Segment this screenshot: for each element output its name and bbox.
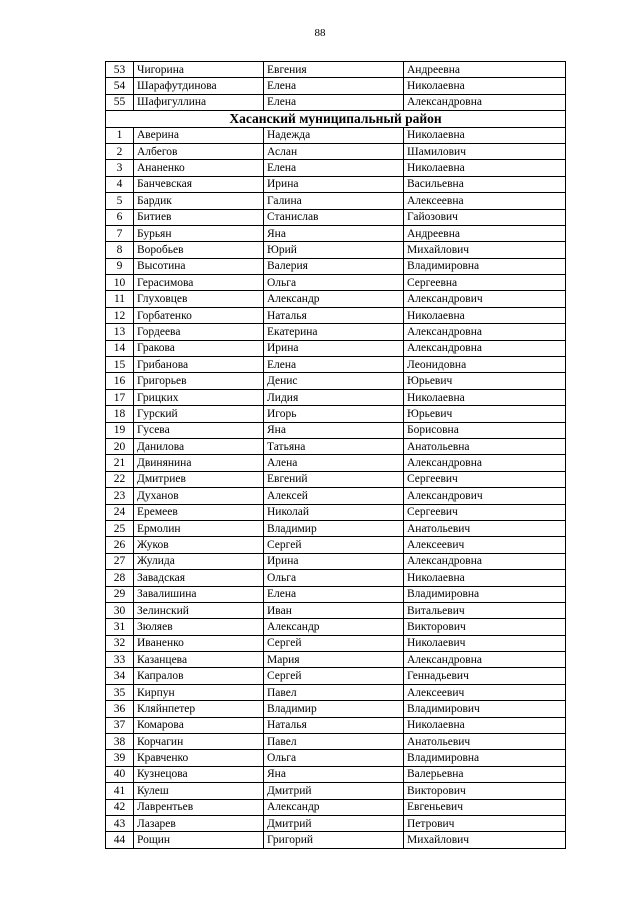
table-row [106, 553, 566, 569]
table-row [106, 242, 566, 258]
table-row [106, 373, 566, 389]
first-name: Ольга [264, 275, 404, 291]
table-row [106, 668, 566, 684]
last-name: Чигорина [134, 62, 264, 78]
last-name: Зелинский [134, 602, 264, 618]
first-name: Иван [264, 602, 404, 618]
row-number: 12 [106, 307, 134, 323]
patronymic: Александрович [404, 488, 566, 504]
first-name: Павел [264, 734, 404, 750]
first-name: Александр [264, 291, 404, 307]
row-number: 38 [106, 734, 134, 750]
row-number: 20 [106, 438, 134, 454]
first-name: Александр [264, 619, 404, 635]
patronymic: Михайлович [404, 242, 566, 258]
table-row [106, 78, 566, 94]
row-number: 42 [106, 799, 134, 815]
patronymic: Шамилович [404, 143, 566, 159]
first-name: Татьяна [264, 438, 404, 454]
table-row [106, 717, 566, 733]
last-name: Лаврентьев [134, 799, 264, 815]
last-name: Комарова [134, 717, 264, 733]
first-name: Надежда [264, 127, 404, 143]
row-number: 23 [106, 488, 134, 504]
row-number: 4 [106, 176, 134, 192]
last-name: Битиев [134, 209, 264, 225]
last-name: Капралов [134, 668, 264, 684]
patronymic: Александровна [404, 324, 566, 340]
row-number: 44 [106, 832, 134, 848]
row-number: 40 [106, 766, 134, 782]
first-name: Владимир [264, 701, 404, 717]
row-number: 31 [106, 619, 134, 635]
last-name: Горбатенко [134, 307, 264, 323]
last-name: Грицких [134, 389, 264, 405]
row-number: 37 [106, 717, 134, 733]
table-row [106, 340, 566, 356]
first-name: Александр [264, 799, 404, 815]
last-name: Кравченко [134, 750, 264, 766]
table-row [106, 537, 566, 553]
patronymic: Алексеевич [404, 684, 566, 700]
patronymic: Анатольевна [404, 438, 566, 454]
last-name: Лазарев [134, 815, 264, 831]
patronymic: Николаевна [404, 78, 566, 94]
table-row [106, 143, 566, 159]
table-row [106, 520, 566, 536]
last-name: Грибанова [134, 357, 264, 373]
first-name: Григорий [264, 832, 404, 848]
last-name: Глуховцев [134, 291, 264, 307]
table-row [106, 406, 566, 422]
row-number: 41 [106, 783, 134, 799]
first-name: Ольга [264, 750, 404, 766]
patronymic: Гайозович [404, 209, 566, 225]
first-name: Ирина [264, 340, 404, 356]
row-number: 32 [106, 635, 134, 651]
row-number: 2 [106, 143, 134, 159]
patronymic: Александровна [404, 94, 566, 110]
first-name: Яна [264, 766, 404, 782]
last-name: Албегов [134, 143, 264, 159]
last-name: Дмитриев [134, 471, 264, 487]
roster-table [105, 61, 566, 849]
table-row [106, 307, 566, 323]
row-number: 28 [106, 570, 134, 586]
table-row [106, 438, 566, 454]
section-title: Хасанский муниципальный район [106, 111, 566, 127]
first-name: Валерия [264, 258, 404, 274]
patronymic: Николаевна [404, 160, 566, 176]
patronymic: Алексеевич [404, 537, 566, 553]
row-number: 17 [106, 389, 134, 405]
first-name: Наталья [264, 307, 404, 323]
row-number: 24 [106, 504, 134, 520]
patronymic: Сергеевна [404, 275, 566, 291]
table-row [106, 602, 566, 618]
last-name: Бурьян [134, 225, 264, 241]
first-name: Елена [264, 586, 404, 602]
row-number: 6 [106, 209, 134, 225]
first-name: Ирина [264, 553, 404, 569]
row-number: 15 [106, 357, 134, 373]
first-name: Яна [264, 225, 404, 241]
first-name: Сергей [264, 668, 404, 684]
first-name: Юрий [264, 242, 404, 258]
patronymic: Сергеевич [404, 471, 566, 487]
table-row [106, 619, 566, 635]
page-number: 88 [314, 27, 326, 39]
patronymic: Викторович [404, 619, 566, 635]
roster-body [106, 62, 566, 849]
patronymic: Юрьевич [404, 373, 566, 389]
row-number: 8 [106, 242, 134, 258]
table-row [106, 127, 566, 143]
table-row [106, 652, 566, 668]
patronymic: Викторович [404, 783, 566, 799]
first-name: Владимир [264, 520, 404, 536]
first-name: Яна [264, 422, 404, 438]
first-name: Дмитрий [264, 783, 404, 799]
first-name: Наталья [264, 717, 404, 733]
patronymic: Александровна [404, 553, 566, 569]
first-name: Елена [264, 357, 404, 373]
table-row [106, 225, 566, 241]
patronymic: Андреевна [404, 62, 566, 78]
patronymic: Борисовна [404, 422, 566, 438]
patronymic: Николаевна [404, 307, 566, 323]
table-row [106, 701, 566, 717]
last-name: Ананенко [134, 160, 264, 176]
row-number: 16 [106, 373, 134, 389]
patronymic: Витальевич [404, 602, 566, 618]
last-name: Аверина [134, 127, 264, 143]
table-row [106, 766, 566, 782]
table-row [106, 422, 566, 438]
first-name: Елена [264, 160, 404, 176]
patronymic: Евгеньевич [404, 799, 566, 815]
table-row [106, 750, 566, 766]
table-row [106, 799, 566, 815]
first-name: Сергей [264, 635, 404, 651]
patronymic: Александровна [404, 340, 566, 356]
table-row [106, 258, 566, 274]
first-name: Лидия [264, 389, 404, 405]
table-row [106, 471, 566, 487]
last-name: Бардик [134, 193, 264, 209]
patronymic: Анатольевич [404, 520, 566, 536]
row-number: 43 [106, 815, 134, 831]
row-number: 36 [106, 701, 134, 717]
first-name: Дмитрий [264, 815, 404, 831]
patronymic: Васильевна [404, 176, 566, 192]
row-number: 39 [106, 750, 134, 766]
first-name: Екатерина [264, 324, 404, 340]
row-number: 13 [106, 324, 134, 340]
row-number: 5 [106, 193, 134, 209]
table-row [106, 209, 566, 225]
last-name: Гордеева [134, 324, 264, 340]
patronymic: Андреевна [404, 225, 566, 241]
patronymic: Михайлович [404, 832, 566, 848]
patronymic: Александровна [404, 455, 566, 471]
table-row [106, 455, 566, 471]
row-number: 21 [106, 455, 134, 471]
row-number: 30 [106, 602, 134, 618]
last-name: Данилова [134, 438, 264, 454]
patronymic: Юрьевич [404, 406, 566, 422]
patronymic: Александрович [404, 291, 566, 307]
row-number: 34 [106, 668, 134, 684]
last-name: Завадская [134, 570, 264, 586]
last-name: Казанцева [134, 652, 264, 668]
last-name: Кулеш [134, 783, 264, 799]
row-number: 18 [106, 406, 134, 422]
first-name: Аслан [264, 143, 404, 159]
table-row [106, 635, 566, 651]
last-name: Кузнецова [134, 766, 264, 782]
table-row [106, 357, 566, 373]
patronymic: Владимировна [404, 750, 566, 766]
last-name: Гурский [134, 406, 264, 422]
table-row [106, 193, 566, 209]
patronymic: Валерьевна [404, 766, 566, 782]
patronymic: Алексеевна [404, 193, 566, 209]
row-number: 19 [106, 422, 134, 438]
last-name: Воробьев [134, 242, 264, 258]
first-name: Галина [264, 193, 404, 209]
first-name: Алена [264, 455, 404, 471]
row-number: 7 [106, 225, 134, 241]
table-row [106, 684, 566, 700]
row-number: 10 [106, 275, 134, 291]
last-name: Гусева [134, 422, 264, 438]
table-row [106, 815, 566, 831]
patronymic: Анатольевич [404, 734, 566, 750]
first-name: Ирина [264, 176, 404, 192]
last-name: Гракова [134, 340, 264, 356]
row-number: 54 [106, 78, 134, 94]
row-number: 33 [106, 652, 134, 668]
last-name: Григорьев [134, 373, 264, 389]
section-header-row [106, 111, 566, 127]
row-number: 3 [106, 160, 134, 176]
first-name: Павел [264, 684, 404, 700]
patronymic: Николаевна [404, 127, 566, 143]
first-name: Евгения [264, 62, 404, 78]
last-name: Кляйнпетер [134, 701, 264, 717]
patronymic: Сергеевич [404, 504, 566, 520]
patronymic: Николаевна [404, 570, 566, 586]
patronymic: Николаевна [404, 389, 566, 405]
table-row [106, 832, 566, 848]
first-name: Мария [264, 652, 404, 668]
last-name: Жулида [134, 553, 264, 569]
last-name: Иваненко [134, 635, 264, 651]
last-name: Шарафутдинова [134, 78, 264, 94]
last-name: Зюляев [134, 619, 264, 635]
table-row [106, 389, 566, 405]
table-row [106, 488, 566, 504]
first-name: Елена [264, 78, 404, 94]
last-name: Двинянина [134, 455, 264, 471]
row-number: 9 [106, 258, 134, 274]
row-number: 55 [106, 94, 134, 110]
last-name: Завалишина [134, 586, 264, 602]
last-name: Банчевская [134, 176, 264, 192]
table-row [106, 783, 566, 799]
last-name: Еремеев [134, 504, 264, 520]
patronymic: Владимировна [404, 258, 566, 274]
first-name: Ольга [264, 570, 404, 586]
first-name: Игорь [264, 406, 404, 422]
row-number: 25 [106, 520, 134, 536]
first-name: Елена [264, 94, 404, 110]
row-number: 11 [106, 291, 134, 307]
first-name: Сергей [264, 537, 404, 553]
first-name: Евгений [264, 471, 404, 487]
last-name: Герасимова [134, 275, 264, 291]
patronymic: Владимирович [404, 701, 566, 717]
last-name: Духанов [134, 488, 264, 504]
row-number: 26 [106, 537, 134, 553]
table-row [106, 734, 566, 750]
first-name: Денис [264, 373, 404, 389]
table-row [106, 62, 566, 78]
table-row [106, 160, 566, 176]
table-row [106, 324, 566, 340]
first-name: Станислав [264, 209, 404, 225]
row-number: 22 [106, 471, 134, 487]
patronymic: Николаевна [404, 717, 566, 733]
last-name: Высотина [134, 258, 264, 274]
last-name: Шафигуллина [134, 94, 264, 110]
table-row [106, 275, 566, 291]
row-number: 27 [106, 553, 134, 569]
row-number: 29 [106, 586, 134, 602]
row-number: 53 [106, 62, 134, 78]
last-name: Корчагин [134, 734, 264, 750]
table-row [106, 94, 566, 110]
last-name: Кирпун [134, 684, 264, 700]
row-number: 35 [106, 684, 134, 700]
first-name: Николай [264, 504, 404, 520]
row-number: 14 [106, 340, 134, 356]
patronymic: Петрович [404, 815, 566, 831]
first-name: Алексей [264, 488, 404, 504]
last-name: Ермолин [134, 520, 264, 536]
patronymic: Леонидовна [404, 357, 566, 373]
patronymic: Александровна [404, 652, 566, 668]
table-row [106, 291, 566, 307]
table-row [106, 176, 566, 192]
table-row [106, 586, 566, 602]
patronymic: Николаевич [404, 635, 566, 651]
table-row [106, 504, 566, 520]
patronymic: Владимировна [404, 586, 566, 602]
last-name: Жуков [134, 537, 264, 553]
table-row [106, 570, 566, 586]
last-name: Рощин [134, 832, 264, 848]
row-number: 1 [106, 127, 134, 143]
patronymic: Геннадьевич [404, 668, 566, 684]
